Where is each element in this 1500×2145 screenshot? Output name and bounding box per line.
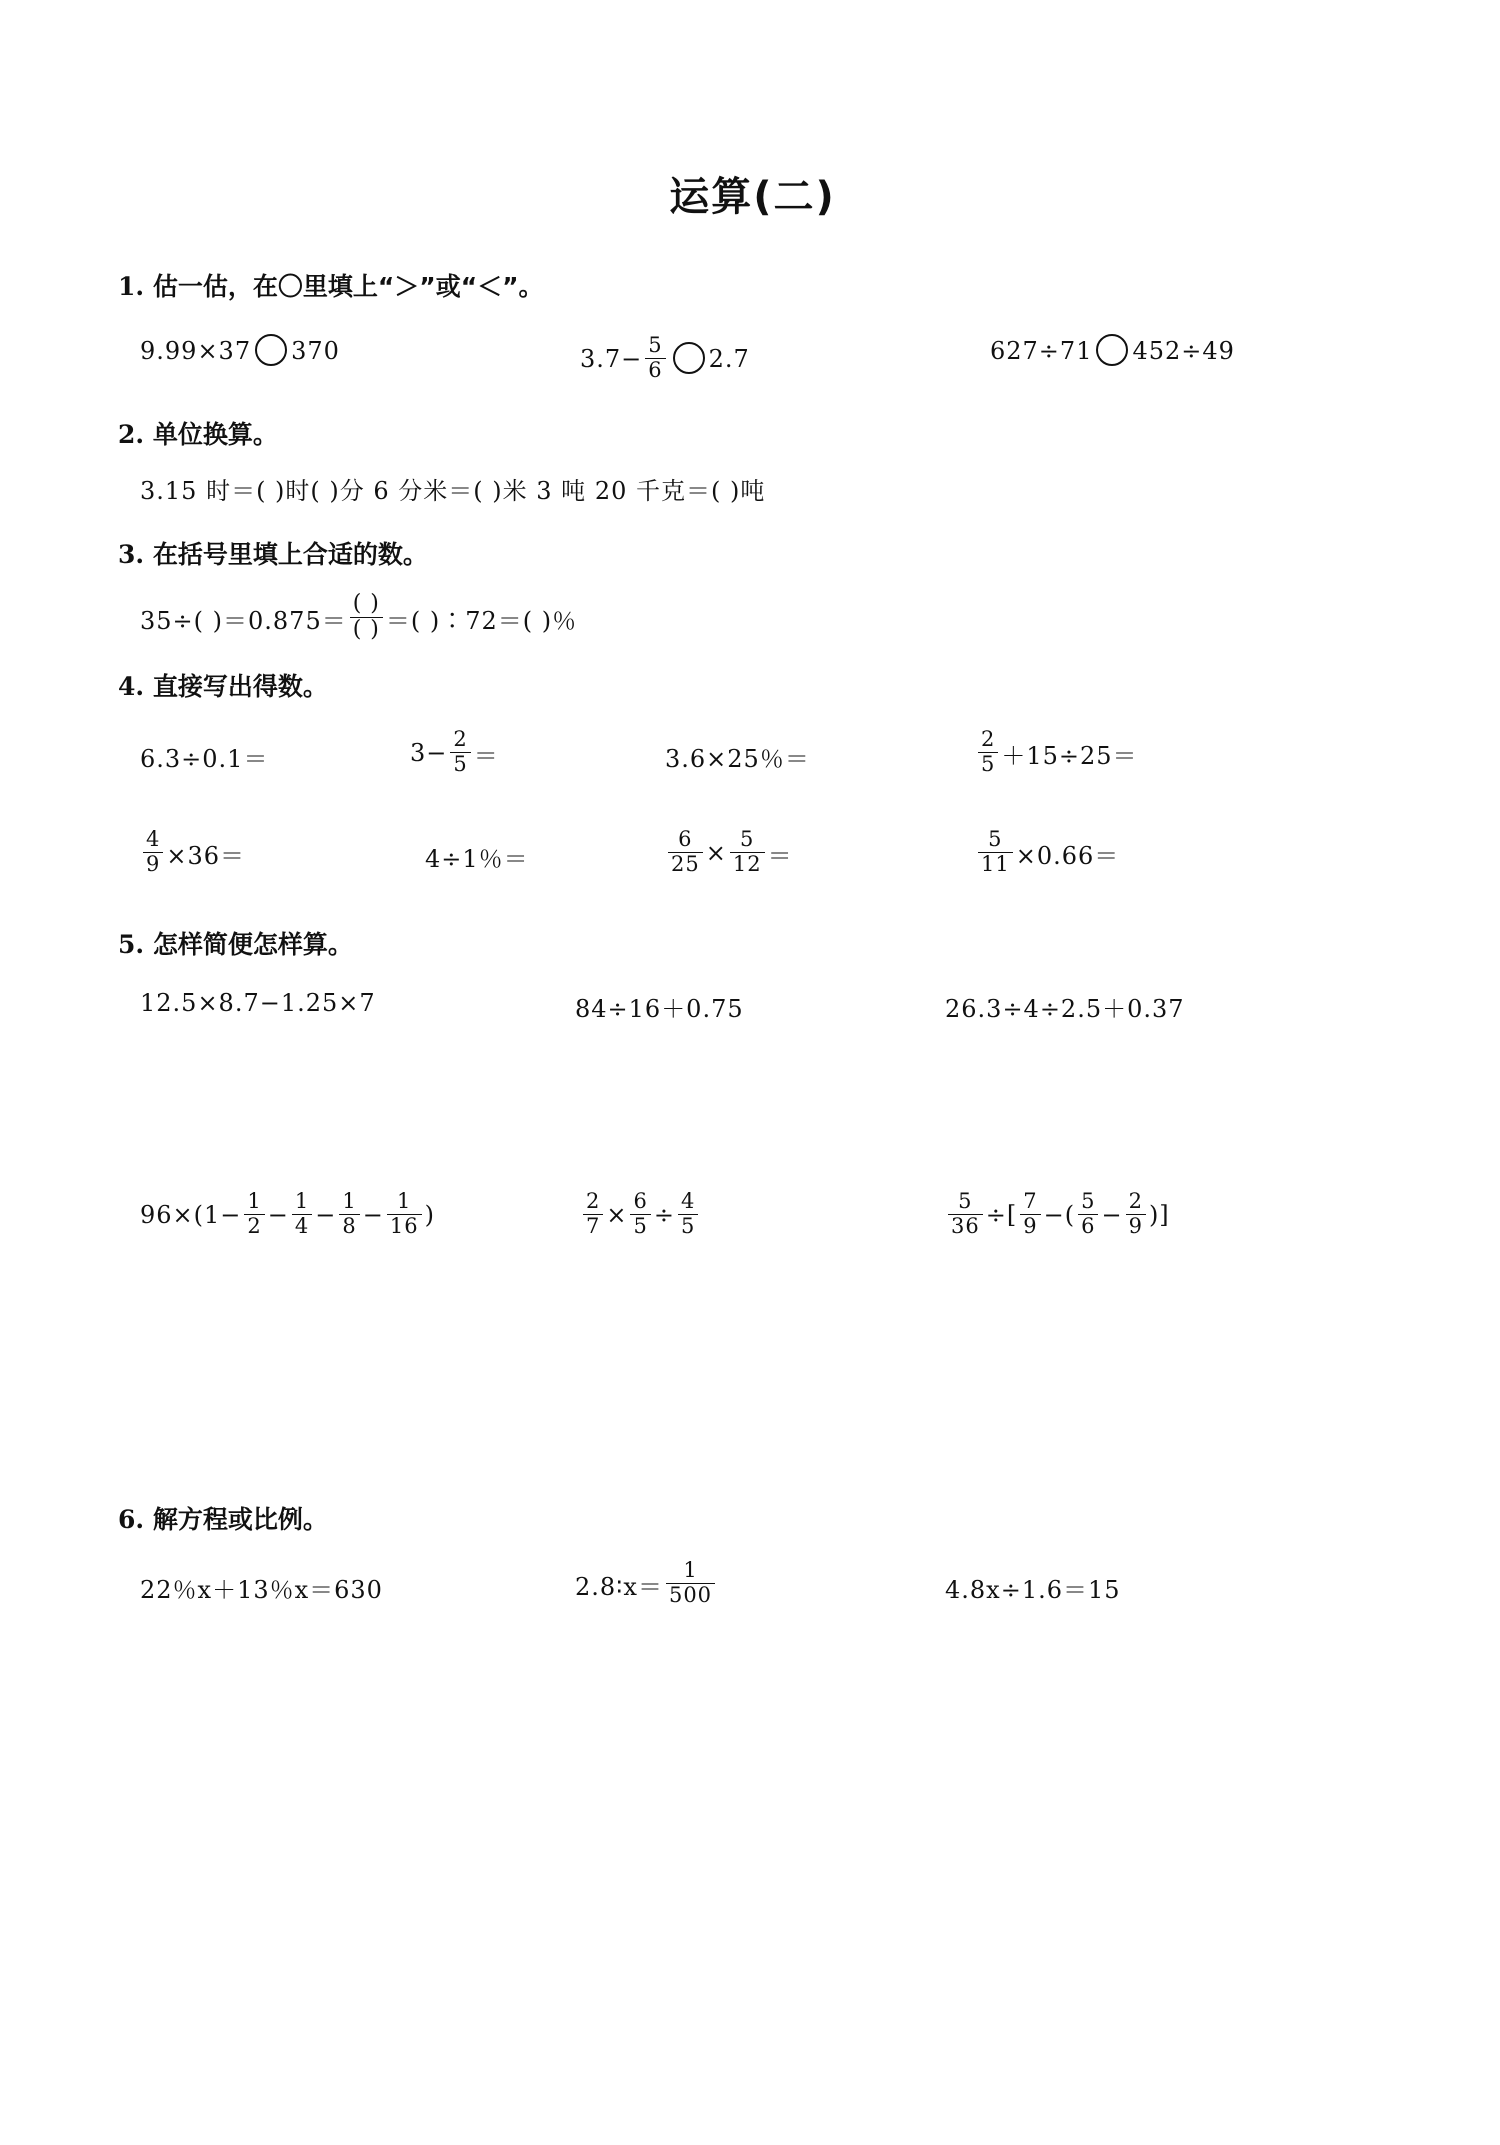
q4-item-5: $\frac{4}{9}$ ×36＝ [140, 829, 245, 877]
q4-item-6: 4÷1％＝ [425, 845, 529, 873]
question-2-number: 2. [118, 420, 145, 449]
question-6 [110, 1500, 1395, 1678]
fraction: $\frac{5}{36}$ [948, 1190, 983, 1238]
question-4-text: 直接写出得数。 [152, 672, 328, 701]
q3-line: 35÷( )＝0.875＝ $\frac{( )}{( )}$ ＝( )∶72＝( )％ [140, 591, 578, 642]
question-3 [110, 535, 1395, 643]
question-5-text: 怎样简便怎样算。 [152, 930, 353, 959]
fraction: $\frac{1}{8}$ [339, 1190, 359, 1238]
q6-item-3: 4.8x÷1.6＝15 [945, 1576, 1121, 1604]
question-1-heading [118, 267, 1395, 303]
fraction: $\frac{1}{4}$ [292, 1190, 312, 1238]
compare-circle-icon[interactable] [673, 342, 705, 374]
question-6-number: 6. [118, 1505, 145, 1534]
q4-item-2: 3− $\frac{2}{5}$ ＝ [410, 727, 499, 776]
fraction: $\frac{4}{9}$ [143, 828, 163, 876]
question-6-text: 解方程或比例。 [152, 1505, 328, 1534]
question-1-number: 1. [118, 272, 145, 301]
question-3-number: 3. [118, 540, 145, 569]
q5-item-6: $\frac{5}{36}$ ÷[ $\frac{7}{9}$ −( $\frac{5}{6}$ − $\frac{2}{9}$ )] [945, 1191, 1170, 1239]
compare-circle-icon[interactable] [255, 334, 287, 366]
q4-item-1: 6.3÷0.1＝ [140, 745, 269, 773]
q4-item-4: $\frac{2}{5}$ ＋15÷25＝ [975, 729, 1138, 777]
q5-item-2: 84÷16＋0.75 [575, 995, 744, 1023]
worksheet-sheet [110, 45, 1395, 2105]
fraction: $\frac{2}{7}$ [583, 1190, 603, 1238]
question-4-heading [118, 667, 1395, 703]
question-2-text: 单位换算。 [152, 420, 278, 449]
question-5-heading [118, 925, 1395, 961]
fraction: $\frac{1}{2}$ [244, 1190, 264, 1238]
fraction-blank: $\frac{( )}{( )}$ [350, 592, 383, 642]
fraction: $\frac{5}{6}$ [645, 334, 665, 382]
question-5 [110, 925, 1395, 1401]
q5-item-4: 96×(1− $\frac{1}{2}$ − $\frac{1}{4}$ − $\frac{1}{8}$ − $\frac{1}{16}$ ) [140, 1189, 435, 1238]
q5-item-5: $\frac{2}{7}$ × $\frac{6}{5}$ ÷ $\frac{4}{5}$ [580, 1191, 701, 1239]
page-title: 运算(二) [669, 174, 836, 220]
q4-item-3: 3.6×25％＝ [665, 745, 810, 773]
question-6-heading [118, 1500, 1395, 1536]
fraction: $\frac{5}{6}$ [1078, 1190, 1098, 1238]
question-5-number: 5. [118, 930, 145, 959]
q6-item-1: 22％x＋13％x＝630 [140, 1576, 383, 1604]
q1-item-2: 3.7− $\frac{5}{6}$ 2.7 [580, 333, 750, 382]
q1-item-1: 9.99×37 370 [140, 335, 340, 367]
fraction: $\frac{1}{500}$ [666, 1559, 715, 1607]
fraction: $\frac{2}{5}$ [978, 728, 998, 776]
q2-line: 3.15 时＝( )时( )分 6 分米＝( )米 3 吨 20 千克＝( )吨 [140, 477, 766, 505]
compare-circle-icon[interactable] [1096, 334, 1128, 366]
fraction: $\frac{2}{5}$ [450, 728, 470, 776]
fraction: $\frac{1}{16}$ [387, 1190, 422, 1238]
fraction: $\frac{5}{12}$ [730, 828, 765, 876]
fraction: $\frac{4}{5}$ [678, 1190, 698, 1238]
fraction: $\frac{5}{11}$ [978, 828, 1013, 876]
q5-item-1: 12.5×8.7−1.25×7 [140, 989, 376, 1017]
q4-item-7: $\frac{6}{25}$ × $\frac{5}{12}$ ＝ [665, 829, 793, 877]
question-2-heading [118, 415, 1395, 451]
question-3-heading [118, 535, 1395, 571]
question-1 [110, 267, 1395, 405]
fraction: $\frac{7}{9}$ [1020, 1190, 1040, 1238]
question-4 [110, 667, 1395, 917]
question-3-text: 在括号里填上合适的数。 [152, 540, 428, 569]
question-4-number: 4. [118, 672, 145, 701]
fraction: $\frac{6}{25}$ [668, 828, 703, 876]
q4-item-8: $\frac{5}{11}$ ×0.66＝ [975, 829, 1119, 877]
question-2 [110, 415, 1395, 506]
question-1-text: 估一估，在〇里填上“＞”或“＜”。 [152, 272, 544, 301]
q1-item-3: 627÷71 452÷49 [990, 335, 1235, 367]
fraction: $\frac{2}{9}$ [1126, 1190, 1146, 1238]
q6-item-2: 2.8∶x＝ $\frac{1}{500}$ [575, 1560, 718, 1608]
q5-item-3: 26.3÷4÷2.5＋0.37 [945, 995, 1185, 1023]
fraction: $\frac{6}{5}$ [630, 1190, 650, 1238]
